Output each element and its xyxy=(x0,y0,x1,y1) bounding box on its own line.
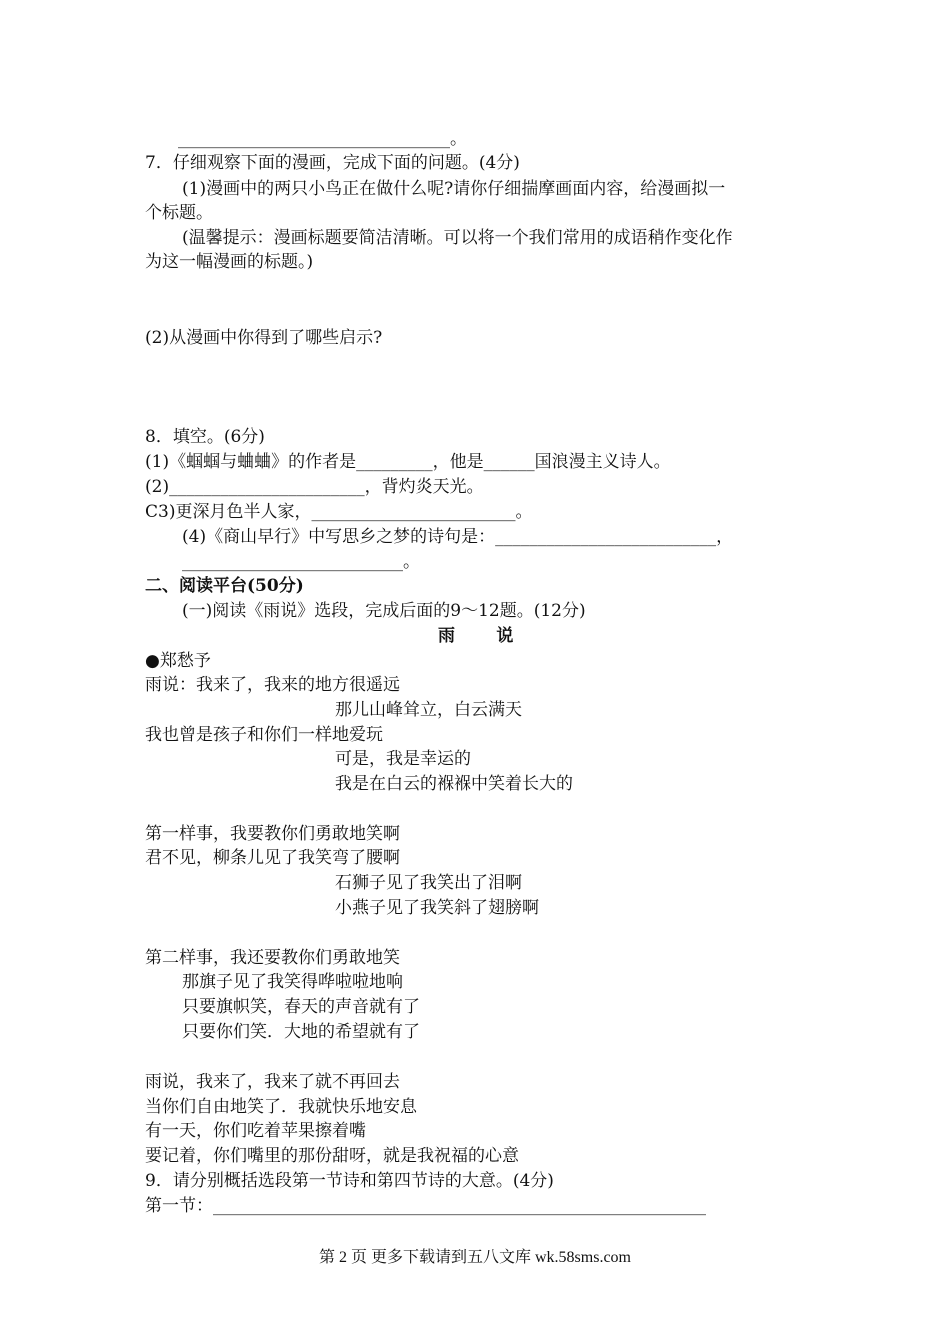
poem-line: 只要你们笑．大地的希望就有了 xyxy=(182,1022,420,1042)
section-2-heading: 二、阅读平台(50分) xyxy=(145,576,304,596)
poem-line: 我是在白云的褓褓中笑着长大的 xyxy=(335,774,573,794)
question-8-item4-cont: __________________________。 xyxy=(182,552,420,572)
question-7-part2: (2)从漫画中你得到了哪些启示? xyxy=(145,328,383,348)
question-8-item3: C3)更深月色半人家，________________________。 xyxy=(145,502,533,522)
poem-line: 第一样事，我要教你们勇敢地笑啊 xyxy=(145,824,400,844)
poem-line: 石狮子见了我笑出了泪啊 xyxy=(335,873,522,893)
poem-line: 可是，我是幸运的 xyxy=(335,749,471,769)
reading-intro: (一)阅读《雨说》选段，完成后面的9～12题。(12分) xyxy=(182,601,586,621)
poem-line: 当你们自由地笑了．我就快乐地安息 xyxy=(145,1097,417,1117)
poem-line: 小燕子见了我笑斜了翅膀啊 xyxy=(335,898,539,918)
poem-line: 雨说：我来了，我来的地方很遥远 xyxy=(145,675,400,695)
question-7-part1-line2: 个标题。 xyxy=(145,203,213,223)
poem-line: 那儿山峰耸立，白云满天 xyxy=(335,700,522,720)
page-footer: 第 2 页 更多下载请到五八文库 wk.58sms.com xyxy=(318,1249,631,1266)
poem-line: 我也曾是孩子和你们一样地爱玩 xyxy=(145,725,383,745)
question-7-hint-line2: 为这一幅漫画的标题。) xyxy=(145,252,314,272)
poem-title: 雨 说 xyxy=(438,626,514,646)
poem-author: ●郑愁予 xyxy=(145,651,211,671)
question-7-part1-line1: (1)漫画中的两只小鸟正在做什么呢?请你仔细揣摩画面内容，给漫画拟一 xyxy=(182,179,726,199)
question-8-item4: (4)《商山早行》中写思乡之梦的诗句是：__________________________， xyxy=(182,527,734,547)
poem-line: 要记着，你们嘴里的那份甜呀，就是我祝福的心意 xyxy=(145,1146,519,1166)
prev-answer-line: ________________________________。 xyxy=(178,129,467,149)
question-8-title: 8．填空。(6分) xyxy=(145,427,265,447)
poem-line: 君不见，柳条儿见了我笑弯了腰啊 xyxy=(145,848,400,868)
question-8-item2: (2)_______________________，背灼炎天光。 xyxy=(145,477,484,497)
poem-line: 第二样事，我还要教你们勇敢地笑 xyxy=(145,948,400,968)
question-9-part1: 第一节：__________________________________________________________ xyxy=(145,1196,706,1216)
question-9-title: 9．请分别概括选段第一节诗和第四节诗的大意。(4分) xyxy=(145,1171,554,1191)
poem-line: 有一天，你们吃着苹果擦着嘴 xyxy=(145,1121,366,1141)
poem-line: 雨说，我来了，我来了就不再回去 xyxy=(145,1072,400,1092)
question-8-item1: (1)《蝈蝈与蛐蛐》的作者是_________，他是______国浪漫主义诗人。 xyxy=(145,452,671,472)
poem-line: 那旗子见了我笑得哗啦啦地响 xyxy=(182,972,403,992)
poem-line: 只要旗帜笑，春天的声音就有了 xyxy=(182,997,420,1017)
question-7-hint-line1: (温馨提示：漫画标题要简洁清晰。可以将一个我们常用的成语稍作变化作 xyxy=(182,228,733,248)
question-7-title: 7．仔细观察下面的漫画，完成下面的问题。(4分) xyxy=(145,153,520,173)
